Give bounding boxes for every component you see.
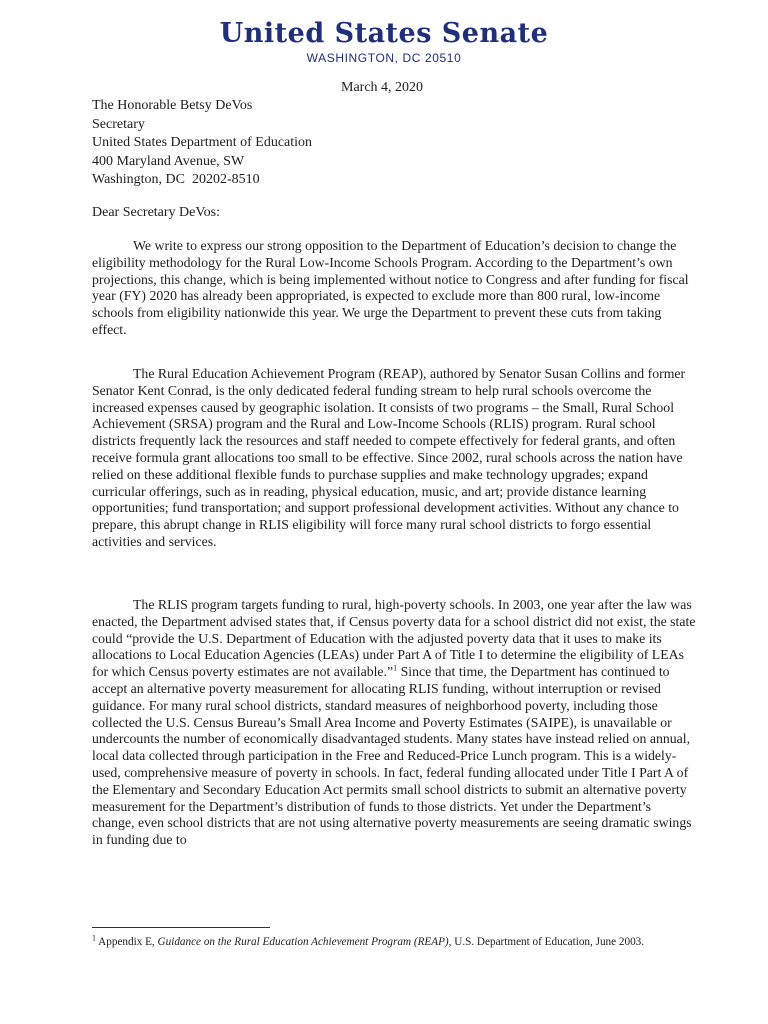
footnote-suffix: , U.S. Department of Education, June 2003. <box>448 936 645 948</box>
footnote <box>92 935 696 950</box>
footnote-prefix: Appendix E, <box>96 936 158 948</box>
footnote-title: Guidance on the Rural Education Achievement Program (REAP) <box>157 936 449 948</box>
body-paragraph-2: The Rural Education Achievement Program (REAP), authored by Senator Susan Collins and former Senator Kent Conrad, is the only dedicated federal funding stream to help rural schools overcome the increased expenses caused by geographic isolation. It consists of two programs – the Small, Rural School Achievement (SRSA) program and the Rural and Low-Income Schools (RLIS) program. Rural school districts frequently lack the resources and staff needed to compete effectively for federal grants, and often receive formula grant allocations too small to be effective. Since 2002, rural schools across the nation have relied on these additional flexible funds to purchase supplies and make technology upgrades; expand curricular offerings, such as in reading, physical education, music, and art; provide distance learning opportunities; fund transportation; and support professional development activities. Without any chance to prepare, this abrupt change in RLIS eligibility will force many rural school districts to forgo essential activities and services. <box>92 366 686 549</box>
letter-date: March 4, 2020 <box>341 80 424 95</box>
recipient-name: The Honorable Betsy DeVos <box>92 98 253 113</box>
footnote-divider <box>92 927 270 928</box>
recipient-org: United States Department of Education <box>92 135 313 150</box>
footnote-reference: 1 <box>393 663 398 673</box>
recipient-title: Secretary <box>92 116 145 132</box>
recipient-address <box>92 97 312 190</box>
footnote-marker: 1 <box>92 933 96 943</box>
recipient-city: Washington, DC 20202-8510 <box>92 172 260 187</box>
senate-address: WASHINGTON, DC 20510 <box>306 51 462 65</box>
body-paragraph-1: We write to express our strong opposition to the Department of Education’s decision to change the eligibility methodology for the Rural Low-Income Schools Program. According to the Department’s own projections, this change, which is being implemented without notice to Congress and after funding for fiscal year (FY) 2020 has already been appropriated, is expected to exclude more than 800 rural, low-income schools from eligibility nationwide this year. We urge the Department to prevent these cuts from taking effect. <box>92 238 689 337</box>
senate-title: United States Senate <box>219 18 549 49</box>
body-paragraph-3 <box>92 597 696 849</box>
paragraph-3-text-a: The RLIS program targets funding to rural, high-poverty schools. In 2003, one year after the law was enacted, the Department advised states that, if Census poverty data for a school district did not exist, the state could “provide the U.S. Department of Education with the adjusted poverty data that it uses to make its allocations to Local Education Agencies (LEAs) under Part A of Title I to determine the eligibility of LEAs for which Census poverty estimates are not available.” <box>92 597 696 680</box>
recipient-street: 400 Maryland Avenue, SW <box>92 153 245 169</box>
paragraph-3-text-b: Since that time, the Department has continued to accept an alternative poverty measurement for allocating RLIS funding, without interruption or revised guidance. For many rural school districts, standard measures of neighborhood poverty, including those collected the U.S. Census Bureau’s Small Area Income and Poverty Estimates (SAIPE), is unavailable or undercounts the number of economically disadvantaged students. Many states have instead relied on annual, local data collected through participation in the Free and Reduced-Price Lunch program. This is a widely-used, comprehensive measure of poverty in schools. In fact, federal funding allocated under Title I Part A of the Elementary and Secondary Education Act permits small school districts to submit an alternative poverty measurement for the Department’s distribution of funds to those districts. Yet under the Department’s change, even school districts that are not using alternative poverty measurements are seeing dramatic swings in funding due to <box>92 664 692 848</box>
salutation: Dear Secretary DeVos: <box>92 205 221 220</box>
letterhead <box>0 18 768 65</box>
